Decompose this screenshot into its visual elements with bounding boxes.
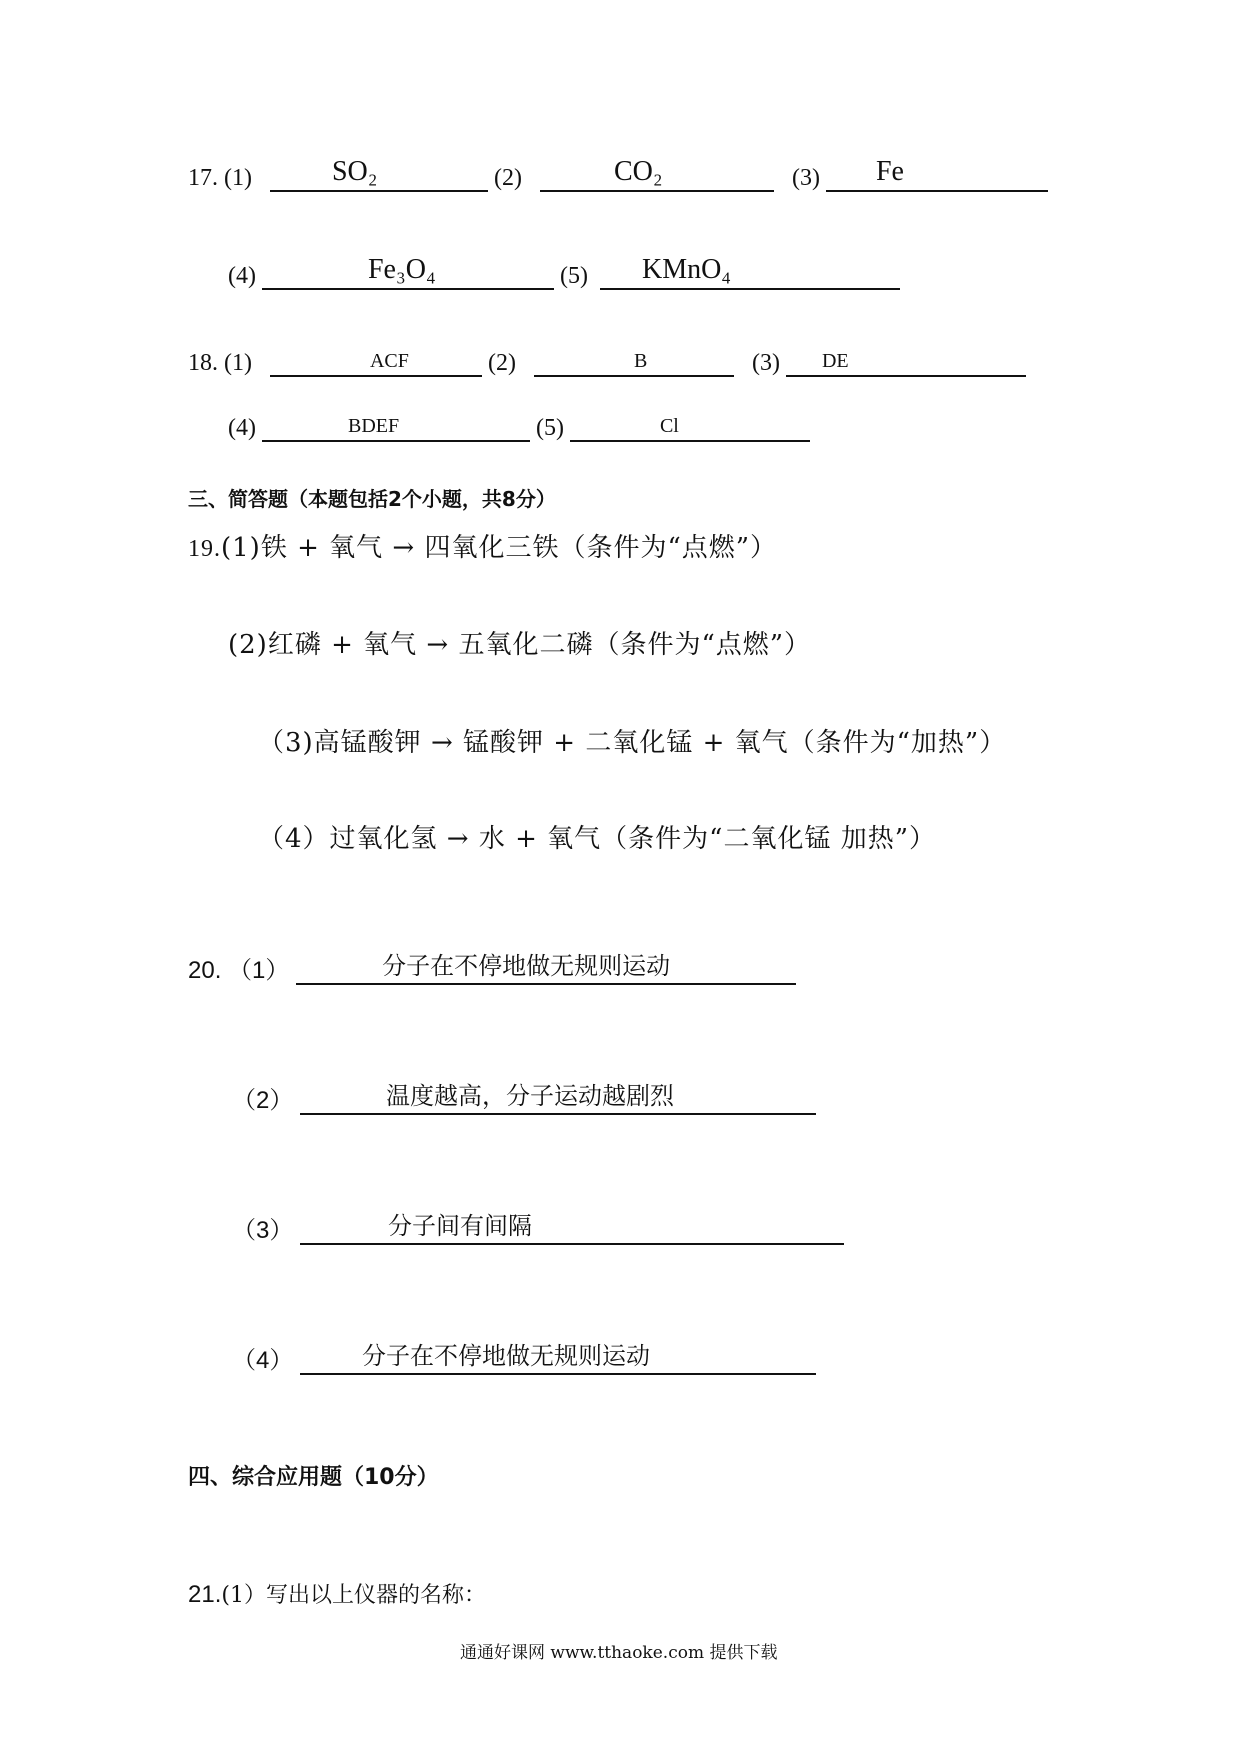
q18-line-2 xyxy=(228,410,810,442)
q20-label-2: （2） xyxy=(232,1087,294,1114)
q17-label-3: (3) xyxy=(791,165,820,191)
q18-answer-2: B xyxy=(633,350,648,372)
q20-answer-3: 分子间有间隔 xyxy=(388,1213,533,1240)
q17-label-5: (5) xyxy=(559,263,588,289)
q20-blank-1[interactable] xyxy=(296,951,796,985)
q19-line-1 xyxy=(188,527,777,564)
q20-line-2 xyxy=(232,1080,816,1115)
q17-label-2: (2) xyxy=(493,165,522,191)
q17-number: 17. xyxy=(188,165,218,191)
section4-heading: 四、综合应用题（10分） xyxy=(188,1465,439,1490)
q18-answer-1: ACF xyxy=(369,350,409,372)
q20-blank-2[interactable] xyxy=(300,1081,816,1115)
q18-label-4: (4) xyxy=(228,415,256,441)
q20-answer-4: 分子在不停地做无规则运动 xyxy=(362,1343,651,1370)
q18-answer-5: Cl xyxy=(659,415,679,437)
q18-answer-3: DE xyxy=(821,350,849,372)
q18-label-2: (2) xyxy=(487,350,516,376)
q18-blank-1[interactable] xyxy=(270,345,482,377)
q21-text: (1）写出以上仪器的名称： xyxy=(221,1583,486,1608)
q18-blank-4[interactable] xyxy=(262,410,530,442)
q21-line-1 xyxy=(188,1578,486,1609)
q17-answer-1: SO₂ xyxy=(331,156,378,187)
q19-equation-1: (1)铁 + 氧气 → 四氧化三铁（条件为“点燃”） xyxy=(221,533,778,563)
q19-line-4: （4）过氧化氢 → 水 + 氧气（条件为“二氧化锰 加热”） xyxy=(258,824,937,854)
q20-blank-4[interactable] xyxy=(300,1341,816,1375)
q17-line-1 xyxy=(188,156,1048,192)
q20-label-1: （1） xyxy=(228,957,290,984)
q20-answer-2: 温度越高，分子运动越剧烈 xyxy=(386,1083,675,1110)
q17-blank-1[interactable] xyxy=(270,156,488,192)
q18-number: 18. xyxy=(188,350,218,376)
q18-blank-2[interactable] xyxy=(534,345,734,377)
q17-label-1: (1) xyxy=(224,165,252,191)
q17-blank-2[interactable] xyxy=(540,156,774,192)
q20-label-4: （4） xyxy=(232,1347,294,1374)
q19-number: 19. xyxy=(188,536,221,562)
q18-label-1: (1) xyxy=(224,350,252,376)
q21-number: 21. xyxy=(188,1581,222,1608)
q17-blank-4[interactable] xyxy=(262,254,554,290)
q18-label-3: (3) xyxy=(751,350,780,376)
footer-text: 通通好课网 www.tthaoke.com 提供下载 xyxy=(460,1643,778,1663)
q17-blank-3[interactable] xyxy=(826,156,1048,192)
q20-label-3: （3） xyxy=(232,1217,294,1244)
q20-line-3 xyxy=(232,1210,844,1245)
q20-number: 20. xyxy=(188,957,222,984)
q17-label-4: (4) xyxy=(228,263,256,289)
q20-line-4 xyxy=(232,1340,816,1375)
q18-label-5: (5) xyxy=(535,415,564,441)
q17-blank-5[interactable] xyxy=(600,254,900,290)
q20-answer-1: 分子在不停地做无规则运动 xyxy=(382,953,671,980)
q18-line-1 xyxy=(188,345,1026,377)
q20-blank-3[interactable] xyxy=(300,1211,844,1245)
q17-answer-5: KMnO₄ xyxy=(641,254,732,285)
q20-line-1 xyxy=(188,950,796,985)
q19-line-2: (2)红磷 + 氧气 → 五氧化二磷（条件为“点燃”） xyxy=(228,630,812,660)
q19-line-3: （3)高锰酸钾 → 锰酸钾 + 二氧化锰 + 氧气（条件为“加热”） xyxy=(258,728,1007,758)
q17-line-2 xyxy=(228,254,900,290)
section3-heading: 三、简答题（本题包括2个小题，共8分） xyxy=(188,487,556,511)
q18-answer-4: BDEF xyxy=(347,415,400,437)
q17-answer-2: CO₂ xyxy=(613,156,663,187)
q18-blank-5[interactable] xyxy=(570,410,810,442)
q18-blank-3[interactable] xyxy=(786,345,1026,377)
q17-answer-4: Fe₃O₄ xyxy=(367,254,436,285)
q17-answer-3: Fe xyxy=(875,156,904,187)
